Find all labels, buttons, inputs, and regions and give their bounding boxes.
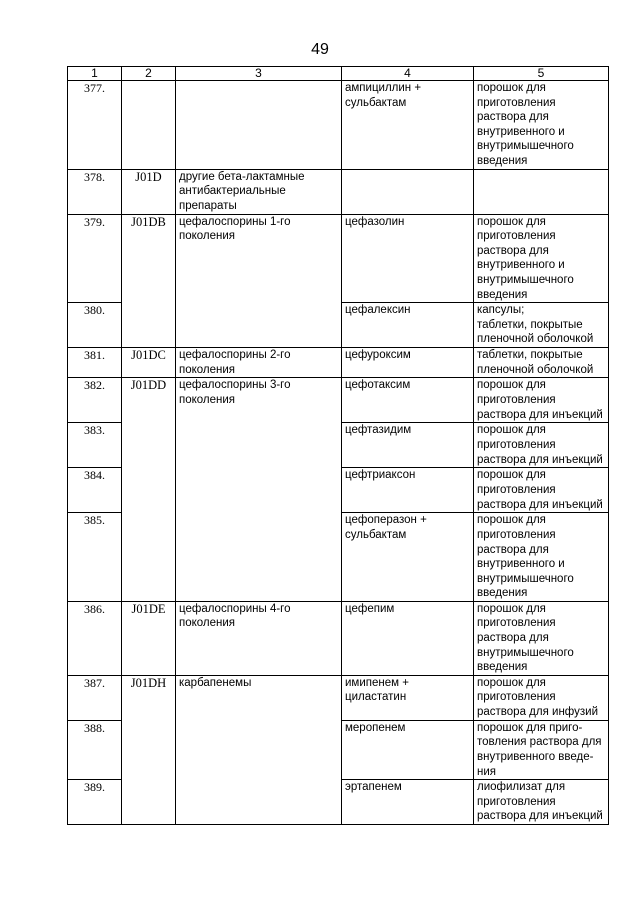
group-name: карбапенемы — [176, 675, 342, 824]
atc-code: J01D — [122, 169, 176, 214]
dosage-form: порошок для приготовления раствора для инъекций — [474, 378, 609, 423]
drug-name: ампициллин + сульбактам — [342, 81, 474, 170]
header-col-4: 4 — [342, 67, 474, 81]
table-row — [68, 348, 609, 378]
dosage-form: таблетки, покрытые пленочной оболочкой — [474, 348, 609, 378]
header-row — [68, 67, 609, 81]
drug-name: меропенем — [342, 720, 474, 779]
group-name: цефалоспорины 2-го поколения — [176, 348, 342, 378]
header-col-3: 3 — [176, 67, 342, 81]
atc-code: J01DC — [122, 348, 176, 378]
dosage-form: порошок для приготовления раствора для инъекций — [474, 468, 609, 513]
table-row — [68, 214, 609, 303]
dosage-form: порошок для приготовления раствора для внутривенного и внутримышечного введения — [474, 214, 609, 303]
header-col-1: 1 — [68, 67, 122, 81]
row-number: 387. — [68, 675, 122, 720]
group-name: цефалоспорины 3-го поколения — [176, 378, 342, 602]
row-number: 384. — [68, 468, 122, 513]
dosage-form: порошок для приготовления раствора для инфузий — [474, 675, 609, 720]
atc-code — [122, 81, 176, 170]
row-number: 388. — [68, 720, 122, 779]
drug-name: имипенем + циластатин — [342, 675, 474, 720]
table-row — [68, 169, 609, 214]
header-col-2: 2 — [122, 67, 176, 81]
atc-code: J01DD — [122, 378, 176, 602]
page-number: 49 — [311, 41, 329, 58]
drug-name: цефалексин — [342, 303, 474, 348]
drug-name — [342, 169, 474, 214]
row-number: 379. — [68, 214, 122, 303]
row-number: 377. — [68, 81, 122, 170]
dosage-form: порошок для приготовления раствора для внутривенного и внутримышечного введения — [474, 513, 609, 602]
row-number: 385. — [68, 513, 122, 602]
header-col-5: 5 — [474, 67, 609, 81]
table-row — [68, 378, 609, 423]
table-row — [68, 675, 609, 720]
row-number: 386. — [68, 601, 122, 675]
table-row — [68, 601, 609, 675]
dosage-form: капсулы; таблетки, покрытые пленочной оболочкой — [474, 303, 609, 348]
group-name: цефалоспорины 4-го поколения — [176, 601, 342, 675]
atc-code: J01DB — [122, 214, 176, 348]
group-name: цефалоспорины 1-го поколения — [176, 214, 342, 348]
row-number: 382. — [68, 378, 122, 423]
group-name — [176, 81, 342, 170]
drug-name: цефазолин — [342, 214, 474, 303]
row-number: 389. — [68, 780, 122, 825]
drug-name: эртапенем — [342, 780, 474, 825]
row-number: 383. — [68, 423, 122, 468]
drug-name: цефуроксим — [342, 348, 474, 378]
row-number: 378. — [68, 169, 122, 214]
drug-name: цефтриаксон — [342, 468, 474, 513]
atc-code: J01DH — [122, 675, 176, 824]
row-number: 380. — [68, 303, 122, 348]
drug-name: цефтазидим — [342, 423, 474, 468]
dosage-form: порошок для приго- товления раствора для внутривенного введе- ния — [474, 720, 609, 779]
dosage-form — [474, 169, 609, 214]
drug-name: цефотаксим — [342, 378, 474, 423]
dosage-form: лиофилизат для приготовления раствора для инъекций — [474, 780, 609, 825]
drug-name: цефоперазон + сульбактам — [342, 513, 474, 602]
dosage-form: порошок для приготовления раствора для внутривенного и внутримышечного введения — [474, 81, 609, 170]
table-row — [68, 81, 609, 170]
atc-code: J01DE — [122, 601, 176, 675]
drug-name: цефепим — [342, 601, 474, 675]
dosage-form: порошок для приготовления раствора для внутримышечного введения — [474, 601, 609, 675]
medicines-table — [67, 66, 609, 825]
dosage-form: порошок для приготовления раствора для инъекций — [474, 423, 609, 468]
group-name: другие бета-лактамные антибактериальные препараты — [176, 169, 342, 214]
row-number: 381. — [68, 348, 122, 378]
